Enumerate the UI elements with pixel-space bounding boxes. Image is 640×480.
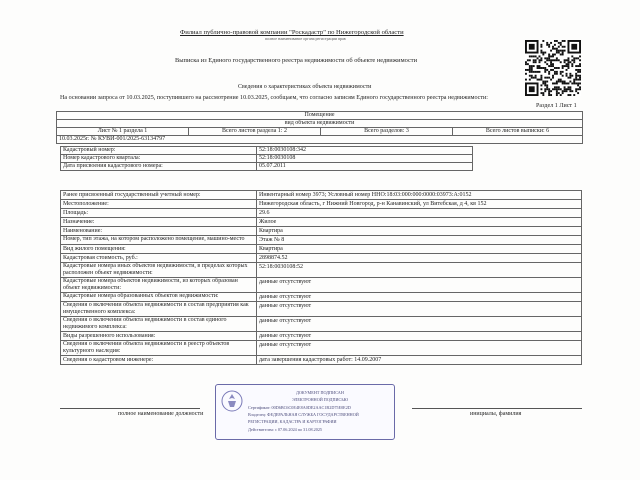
- table-row: [61, 263, 582, 278]
- stamp-line-1: ДОКУМЕНТ ПОДПИСАН: [296, 390, 344, 395]
- table-row: [61, 341, 582, 356]
- field-label: Кадастровые номера образованных объектов недвижимости:: [61, 293, 257, 302]
- stamp-line-5: РЕГИСТРАЦИИ, КАДАСТРА И КАРТОГРАФИИ: [248, 419, 337, 424]
- sheets-in-section: Всего листов раздела 1: 2: [189, 128, 321, 136]
- field-label: Кадастровый номер:: [61, 147, 257, 155]
- object-type: Помещение: [57, 112, 583, 120]
- field-value: Этаж № 8: [257, 236, 582, 245]
- field-value: данные отсутствуют: [257, 293, 582, 302]
- field-value: данные отсутствуют: [257, 341, 582, 356]
- name-caption: инициалы, фамилия: [470, 411, 522, 417]
- section-number: Раздел 1 Лист 1: [536, 103, 577, 109]
- header-table: [56, 111, 583, 144]
- sheet-number: Лист № 1 раздела 1: [57, 128, 189, 136]
- position-line: [60, 408, 200, 409]
- object-type-caption: вид объекта недвижимости: [57, 120, 583, 128]
- table-row: [61, 236, 582, 245]
- field-value: 52:18:0030108:342: [257, 147, 473, 155]
- basic-info-table: [60, 146, 473, 171]
- document-number: 10.03.2025г. № КУВИ-001/2025-63134797: [57, 136, 583, 144]
- field-label: Виды разрешенного использования:: [61, 332, 257, 341]
- field-label: Кадастровые номера объектов недвижимости, из которых образован объект недвижимости:: [61, 278, 257, 293]
- field-value: 29.6: [257, 209, 582, 218]
- field-label: Кадастровые номера иных объектов недвижимости, в пределах которых расположен объект недвижимости:: [61, 263, 257, 278]
- table-row: [61, 254, 582, 263]
- field-value: 52:18:0030108: [257, 155, 473, 163]
- document-title: Выписка из Единого государственного реестра недвижимости об объекте недвижимости: [175, 57, 418, 64]
- stamp-line-3: Сертификат: 00D6BC6C0E4E8A0DE2AAC1B2D75E0E2D: [248, 405, 351, 410]
- qr-code-icon: [525, 40, 581, 96]
- stamp-line-4: Владелец: ФЕДЕРАЛЬНАЯ СЛУЖБА ГОСУДАРСТВЕННОЙ: [248, 412, 359, 417]
- field-value: 05.07.2011: [257, 163, 473, 171]
- field-label: Сведения о включении объекта недвижимости в состав единого недвижимого комплекса:: [61, 317, 257, 332]
- request-text: На основании запроса от 10.03.2025, поступившего на рассмотрение 10.03.2025, сообщаем, что согласно записям Единого государственного реестра недвижимости:: [60, 95, 488, 101]
- field-label: Наименование:: [61, 227, 257, 236]
- table-row: [61, 278, 582, 293]
- field-label: Назначение:: [61, 218, 257, 227]
- table-row: [61, 293, 582, 302]
- stamp-line-2: ЭЛЕКТРОННОЙ ПОДПИСЬЮ: [292, 397, 349, 402]
- section-title: Сведения о характеристиках объекта недвижимости: [238, 84, 372, 90]
- field-label: Сведения о включении объекта недвижимости в реестр объектов культурного наследия:: [61, 341, 257, 356]
- table-row: [61, 147, 473, 155]
- field-value: Жилое: [257, 218, 582, 227]
- table-row: [61, 356, 582, 365]
- agency-subtitle: полное наименование органа регистрации прав: [265, 36, 346, 41]
- table-row: [61, 302, 582, 317]
- table-row: [61, 332, 582, 341]
- field-value: Нижегородская область, г Нижний Новгород, р-н Канавинский, ул Витебская, д 4, кв 152: [257, 200, 582, 209]
- table-row: [61, 317, 582, 332]
- details-table: [60, 190, 582, 365]
- field-label: Номер, тип этажа, на котором расположено помещение, машино-место: [61, 236, 257, 245]
- sections-total: Всего разделов: 3: [321, 128, 453, 136]
- table-row: [61, 227, 582, 236]
- field-label: Ранее присвоенный государственный учетный номер:: [61, 191, 257, 200]
- stamp-line-6: Действителен: с 07.06.2024 по 31.08.2025: [248, 427, 323, 432]
- field-value: данные отсутствуют: [257, 278, 582, 293]
- table-row: [61, 155, 473, 163]
- field-value: данные отсутствуют: [257, 317, 582, 332]
- field-value: 52:18:0030108:52: [257, 263, 582, 278]
- table-row: [61, 218, 582, 227]
- sheets-total: Всего листов выписки: 6: [453, 128, 583, 136]
- table-row: [61, 191, 582, 200]
- field-value: Квартира: [257, 245, 582, 254]
- field-value: данные отсутствуют: [257, 302, 582, 317]
- name-line: [412, 408, 582, 409]
- field-label: Сведения о включении объекта недвижимости в состав предприятия как имущественного комплекса:: [61, 302, 257, 317]
- position-caption: полное наименование должности: [118, 411, 204, 417]
- field-label: Дата присвоения кадастрового номера:: [61, 163, 257, 171]
- field-label: Вид жилого помещения:: [61, 245, 257, 254]
- field-label: Площадь:: [61, 209, 257, 218]
- field-label: Номер кадастрового квартала:: [61, 155, 257, 163]
- field-label: Сведения о кадастровом инженере:: [61, 356, 257, 365]
- table-row: [61, 200, 582, 209]
- field-label: Местоположение:: [61, 200, 257, 209]
- table-row: [61, 245, 582, 254]
- table-row: [61, 209, 582, 218]
- field-value: дата завершения кадастровых работ: 14.09.2007: [257, 356, 582, 365]
- electronic-signature-stamp: [215, 384, 395, 440]
- field-value: 2898874.52: [257, 254, 582, 263]
- field-value: Инвентарный номер 3973; Условный номер ННО:18:03:000:000:0000:03973:А:0152: [257, 191, 582, 200]
- emblem-icon: [220, 389, 244, 413]
- field-value: данные отсутствуют: [257, 332, 582, 341]
- field-value: Квартира: [257, 227, 582, 236]
- field-label: Кадастровая стоимость, руб.:: [61, 254, 257, 263]
- table-row: [61, 163, 473, 171]
- agency-name: Филиал публично-правовой компании "Роскадастр" по Нижегородской области: [180, 29, 404, 36]
